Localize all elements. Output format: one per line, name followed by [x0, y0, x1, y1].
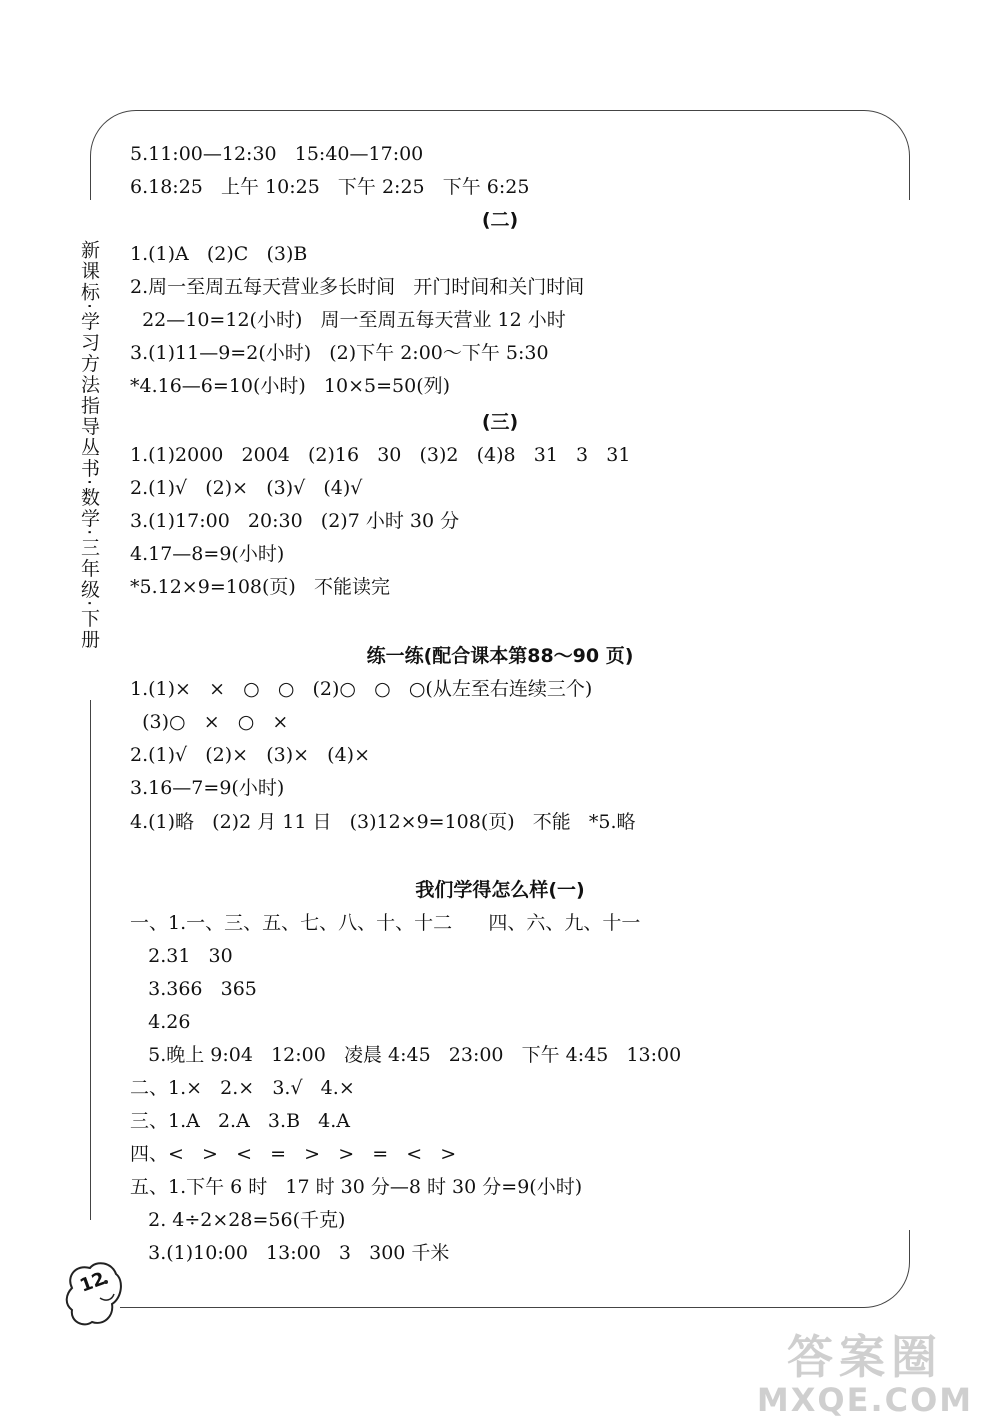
answer-line: 二、1.× 2.× 3.√ 4.×: [130, 1077, 355, 1099]
answer-line: 3.16—7=9(小时): [130, 777, 285, 799]
section-heading: 我们学得怎么样(一): [415, 879, 585, 901]
answer-line: 2.31 30: [130, 945, 233, 967]
answer-line: 4.26: [130, 1011, 191, 1033]
section-heading: 练一练(配合课本第88～90 页): [366, 645, 634, 667]
page-frame-left: [90, 700, 91, 1220]
answer-line: 1.(1)A (2)C (3)B: [130, 243, 308, 265]
answer-line: 2.(1)√ (2)× (3)× (4)×: [130, 744, 371, 766]
section-heading: (三): [481, 411, 519, 433]
answer-line: 1.(1)2000 2004 (2)16 30 (3)2 (4)8 31 3 31: [130, 444, 631, 466]
answer-line: 5.11:00—12:30 15:40—17:00: [130, 143, 424, 165]
answer-line: 5.晚上 9:04 12:00 凌晨 4:45 23:00 下午 4:45 13:00: [130, 1044, 682, 1066]
answer-line: 三、1.A 2.A 3.B 4.A: [130, 1110, 350, 1132]
answer-line: 3.(1)10:00 13:00 3 300 千米: [130, 1242, 450, 1264]
answer-line: 3.(1)11—9=2(小时) (2)下午 2:00～下午 5:30: [130, 342, 549, 364]
watermark-logo: [740, 1332, 990, 1422]
answer-line: 五、1.下午 6 时 17 时 30 分—8 时 30 分=9(小时): [130, 1176, 583, 1198]
answer-line: 3.(1)17:00 20:30 (2)7 小时 30 分: [130, 510, 460, 532]
answer-line: (3)○ × ○ ×: [130, 711, 289, 733]
answer-line: 2. 4÷2×28=56(千克): [130, 1209, 346, 1231]
answer-line: 四、< > < = > > = < >: [130, 1143, 457, 1165]
answer-line: 一、1.一、三、五、七、八、十、十二 四、六、九、十一: [130, 912, 641, 934]
answer-line: 6.18:25 上午 10:25 下午 2:25 下午 6:25: [130, 176, 530, 198]
watermark-bottom: MXQE.COM: [756, 1381, 974, 1419]
answer-line: 2.(1)√ (2)× (3)√ (4)√: [130, 477, 363, 499]
answer-line: 3.366 365: [130, 978, 257, 1000]
answer-line: 4.17—8=9(小时): [130, 543, 285, 565]
answer-line: 22—10=12(小时) 周一至周五每天营业 12 小时: [130, 309, 566, 331]
answer-line: *5.12×9=108(页) 不能读完: [130, 576, 390, 598]
page-number-badge-icon: [62, 1258, 124, 1330]
answer-line: *4.16—6=10(小时) 10×5=50(列): [130, 375, 451, 397]
answer-line: 2.周一至周五每天营业多长时间 开门时间和关门时间: [130, 276, 585, 298]
section-heading: (二): [481, 209, 519, 231]
watermark-top: 答案圈: [787, 1330, 943, 1384]
answer-line: 4.(1)略 (2)2 月 11 日 (3)12×9=108(页) 不能 *5.略: [130, 811, 636, 833]
book-series-title: 新课标·学习方法指导丛书·数学·三年级·下册: [78, 240, 100, 651]
answer-line: 1.(1)× × ○ ○ (2)○ ○ ○(从左至右连续三个): [130, 678, 593, 700]
page-number: 12: [77, 1268, 108, 1297]
